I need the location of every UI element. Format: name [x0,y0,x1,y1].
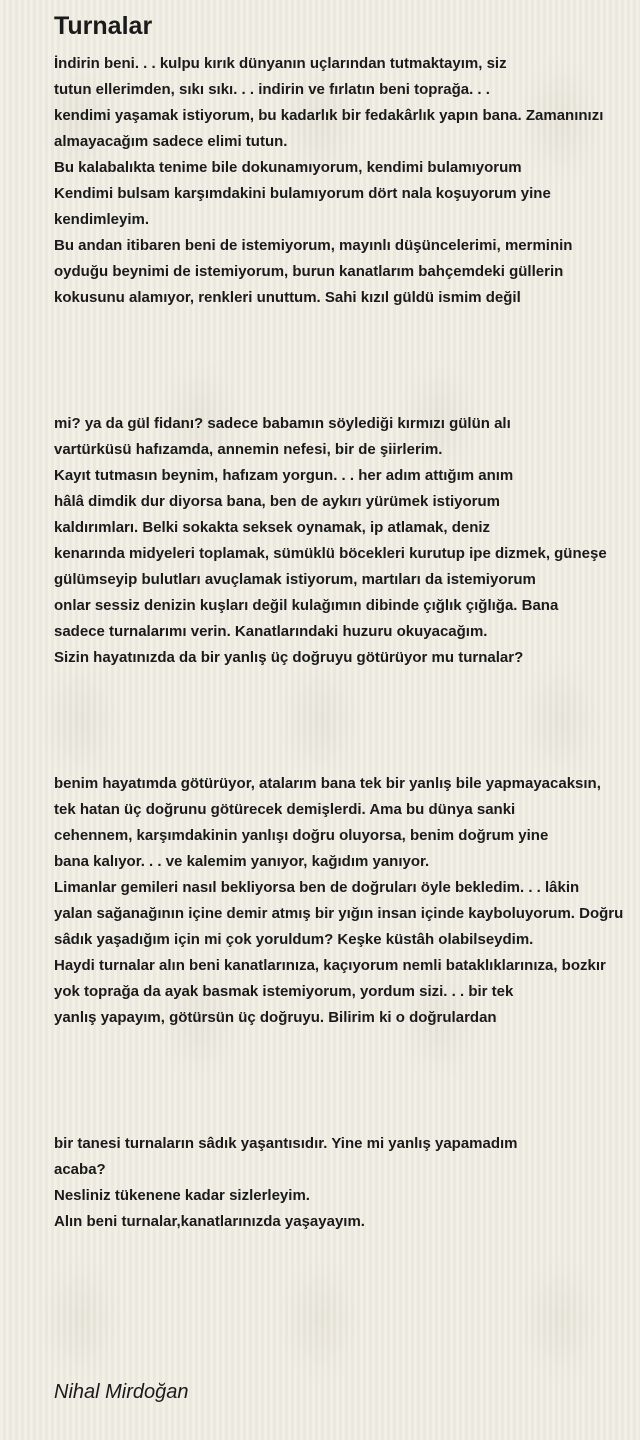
poem-line: hâlâ dimdik dur diyorsa bana, ben de aykırı yürümek istiyorum [54,493,500,510]
poem-line: Alın beni turnalar,kanatlarınızda yaşayayım. [54,1213,365,1230]
poem-line: yanlış yapayım, götürsün üç doğruyu. Bilirim ki o doğrulardan [54,1009,497,1026]
poem-line: bir tanesi turnaların sâdık yaşantısıdır. Yine mi yanlış yapamadım [54,1135,518,1152]
poem-line: İndirin beni. . . kulpu kırık dünyanın uçlarından tutmaktayım, siz [54,55,507,72]
poem-title: Turnalar [54,12,153,40]
poem-line: bana kalıyor. . . ve kalemim yanıyor, kağıdım yanıyor. [54,853,430,870]
poem-stanza-2 [54,411,640,671]
poem-line: sâdık yaşadığım için mi çok yoruldum? Keşke küstâh olabilseydim. [54,931,534,948]
poem-line: yok toprağa da ayak basmak istemiyorum, yordum sizi. . . bir tek [54,983,514,1000]
poem-line: Kayıt tutmasın beynim, hafızam yorgun. . . her adım attığım anım [54,467,514,484]
poem-line: almayacağım sadece elimi tutun. [54,133,288,150]
poem-line: acaba? [54,1161,106,1178]
poem-line: kaldırımları. Belki sokakta seksek oynamak, ip atlamak, deniz [54,519,491,536]
poem-author: Nihal Mirdoğan [54,1381,189,1403]
poem-line: yalan sağanağının içine demir atmış bir yığın insan içinde kayboluyorum. Doğru [54,905,624,922]
poem-line: oyduğu beynimi de istemiyorum, burun kanatlarım bahçemdeki güllerin [54,263,564,280]
poem-line: Bu andan itibaren beni de istemiyorum, mayınlı düşüncelerimi, merminin [54,237,573,254]
poem-line: kendimi yaşamak istiyorum, bu kadarlık bir fedakârlık yapın bana. Zamanınızı [54,107,604,124]
poem-line: gülümseyip bulutları avuçlamak istiyorum, martıları da istemiyorum [54,571,536,588]
poem-stanza-4 [54,1131,640,1235]
poem-line: tek hatan üç doğrunu götürecek demişlerdi. Ama bu dünya sanki [54,801,516,818]
poem-line: sadece turnalarımı verin. Kanatlarındaki huzuru okuyacağım. [54,623,488,640]
poem-line: vartürküsü hafızamda, annemin nefesi, bir de şiirlerim. [54,441,443,458]
poem-line: benim hayatımda götürüyor, atalarım bana tek bir yanlış bile yapmayacaksın, [54,775,601,792]
poem-line: Nesliniz tükenene kadar sizlerleyim. [54,1187,310,1204]
poem-line: kenarında midyeleri toplamak, sümüklü böcekleri kurutup ipe dizmek, güneşe [54,545,607,562]
poem-line: Bu kalabalıkta tenime bile dokunamıyorum, kendimi bulamıyorum [54,159,522,176]
poem-line: Sizin hayatınızda da bir yanlış üç doğruyu götürüyor mu turnalar? [54,649,524,666]
poem-line: Haydi turnalar alın beni kanatlarınıza, kaçıyorum nemli bataklıklarınıza, bozkır [54,957,606,974]
poem-line: cehennem, karşımdakinin yanlışı doğru oluyorsa, benim doğrum yine [54,827,549,844]
poem-line: kendimleyim. [54,211,150,228]
poem-line: mi? ya da gül fidanı? sadece babamın söylediği kırmızı gülün alı [54,415,511,432]
poem-line: Limanlar gemileri nasıl bekliyorsa ben de doğruları öyle bekledim. . . lâkin [54,879,580,896]
poem-stanza-1 [54,51,640,311]
poem-stanza-3 [54,771,640,1031]
poem-line: Kendimi bulsam karşımdakini bulamıyorum dört nala koşuyorum yine [54,185,551,202]
poem-line: onlar sessiz denizin kuşları değil kulağımın dibinde çığlık çığlığa. Bana [54,597,559,614]
poem-line: tutun ellerimden, sıkı sıkı. . . indirin ve fırlatın beni toprağa. . . [54,81,490,98]
poem-line: kokusunu alamıyor, renkleri unuttum. Sahi kızıl güldü ismim değil [54,289,521,306]
